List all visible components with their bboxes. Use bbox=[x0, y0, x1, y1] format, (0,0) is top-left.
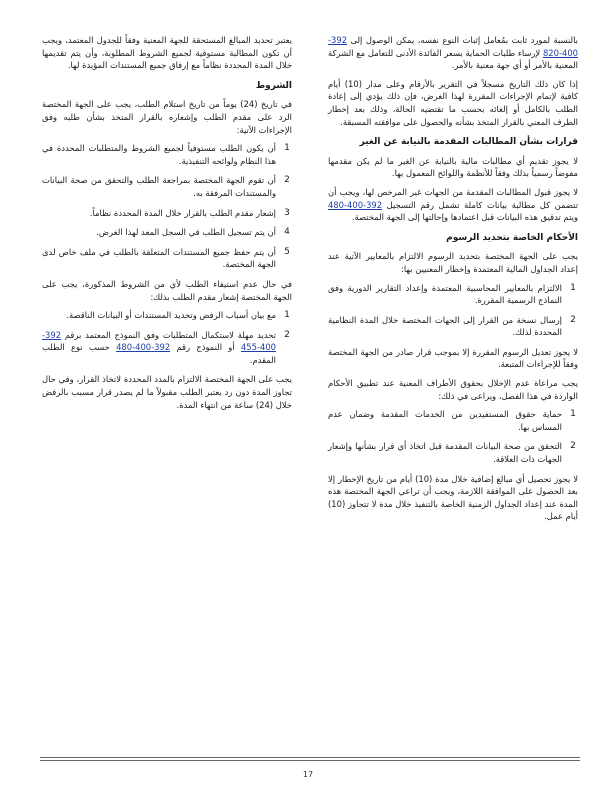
list-number: 2 bbox=[570, 441, 576, 452]
list-item: 2 أن تقوم الجهة المختصة بمراجعة الطلب والتحقق من صحة البيانات والمستندات المرفقة به. bbox=[42, 174, 292, 199]
list-item: 2 تحديد مهلة لاستكمال المتطلبات وفق النموذج المعتمد برقم 392-400-455 أو النموذج رقم 392-400-480 حسب نوع الطلب المقدم. bbox=[42, 329, 292, 367]
reference-link[interactable]: 392-400-455 bbox=[42, 329, 276, 353]
list-number: 4 bbox=[284, 227, 290, 238]
paragraph: يجب على الجهة المختصة الالتزام بالمدد المحددة لاتخاذ القرار، وفي حال تجاوز المدة دون رد يعتبر الطلب مقبولاً ما لم يصدر قرار مسبب بالرفض خلال (24) ساعة من انتهاء المدة. bbox=[42, 374, 292, 410]
list-number: 2 bbox=[284, 329, 290, 340]
reference-link[interactable]: 392-400-480 bbox=[328, 199, 383, 210]
list-item: 2 إرسال نسخة من القرار إلى الجهات المختصة خلال المدة النظامية المحددة لذلك. bbox=[328, 314, 578, 339]
paragraph: لا يجوز تقديم أي مطالبات مالية بالنيابة عن الغير ما لم يكن مقدمها مفوضاً رسمياً بذلك وفقاً للأنظمة واللوائح المعمول بها. bbox=[328, 155, 578, 179]
paragraph: في حال عدم استيفاء الطلب لأي من الشروط المذكورة، يجب على الجهة المختصة إشعار مقدم الطلب بذلك: bbox=[42, 278, 292, 302]
section-heading: الشروط bbox=[255, 80, 292, 91]
list-number: 1 bbox=[570, 282, 576, 293]
list-number: 5 bbox=[284, 246, 290, 257]
paragraph: يعتبر تحديد المبالغ المستحقة للجهة المعنية وفقاً للجدول المعتمد، ويجب أن تكون المطالبة مستوفية لجميع الشروط المطلوبة، وأن يتم تقديمها خلال المدة المحددة نظاماً مع إرفاق جميع المستندات المؤيدة لها. bbox=[42, 35, 292, 71]
list-item: 4 أن يتم تسجيل الطلب في السجل المعد لهذا الغرض. bbox=[42, 226, 292, 239]
list-number: 1 bbox=[570, 409, 576, 420]
right-column bbox=[328, 34, 578, 529]
list-item: 1 أن يكون الطلب مستوفياً لجميع الشروط والمتطلبات المحددة في هذا النظام ولوائحه التنفيذية. bbox=[42, 142, 292, 167]
footer-rule bbox=[40, 757, 580, 758]
paragraph: يجب مراعاة عدم الإخلال بحقوق الأطراف المعنية عند تطبيق الأحكام الواردة في هذا الفصل، ويراعى في ذلك: bbox=[328, 378, 578, 401]
list-number: 2 bbox=[570, 314, 576, 325]
paragraph: إذا كان ذلك التاريخ مسجلاً في التقرير بالأرقام وعلى مدار (10) أيام كافية لإتمام الإجراءات المقررة لهذا الغرض، فإن ذلك يؤدي إلى إعادة الطلب بالكامل أو إلغائه بحسب ما تقتضيه الحالة، وذلك بعد إخطار الطرف المعني بالقرار المتخذ بشأنه والحصول على موافقته المسبقة. bbox=[328, 78, 578, 127]
section-heading: قرارات بشأن المطالبات المقدمة بالنيابة عن الغير bbox=[359, 137, 578, 148]
paragraph: لا يجوز قبول المطالبات المقدمة من الجهات غير المرخص لها، ويجب أن تتضمن كل مطالبة بيانات كاملة تشمل رقم التسجيل 392-400-480 ويتم تدقيق هذه البيانات قبل اعتمادها وإحالتها إلى الجهة المختصة. bbox=[328, 186, 578, 223]
section-heading: الأحكام الخاصة بتحديد الرسوم bbox=[446, 232, 578, 243]
list-number: 3 bbox=[284, 207, 290, 218]
paragraph: في تاريخ (24) يوماً من تاريخ استلام الطلب، يجب على الجهة المختصة الرد على مقدم الطلب وإشعاره بالقرار المتخذ بشأن طلبه وفق الإجراءات الآتية: bbox=[42, 99, 292, 135]
paragraph: لا يجوز تعديل الرسوم المقررة إلا بموجب قرار صادر من الجهة المختصة وفقاً للإجراءات المتبعة. bbox=[328, 346, 578, 370]
list-number: 2 bbox=[284, 175, 290, 186]
list-number: 1 bbox=[284, 143, 290, 154]
list-item: 1 مع بيان أسباب الرفض وتحديد المستندات أو البيانات الناقصة. bbox=[42, 309, 292, 322]
list-number: 1 bbox=[284, 310, 290, 321]
paragraph: يجب على الجهة المختصة بتحديد الرسوم الالتزام بالمعايير الآتية عند إعداد الجداول المالية المعتمدة وإخطار المعنيين بها: bbox=[328, 251, 578, 274]
list-item: 1 حماية حقوق المستفيدين من الخدمات المقدمة وضمان عدم المساس بها. bbox=[328, 408, 578, 433]
left-column bbox=[42, 34, 292, 417]
list-item: 2 التحقق من صحة البيانات المقدمة قبل اتخاذ أي قرار بشأنها وإشعار الجهات ذات العلاقة. bbox=[328, 440, 578, 465]
list-item: 5 أن يتم حفظ جميع المستندات المتعلقة بالطلب في ملف خاص لدى الجهة المختصة. bbox=[42, 246, 292, 271]
list-item: 3 إشعار مقدم الطلب بالقرار خلال المدة المحددة نظاماً. bbox=[42, 207, 292, 220]
list-item: 1 الالتزام بالمعايير المحاسبية المعتمدة وإعداد التقارير الدورية وفق النماذج الرسمية المقررة. bbox=[328, 282, 578, 307]
paragraph: بالنسبة لمورد ثابت بمُعامل إثبات النوع نفسه، يمكن الوصول إلى 392-400-820 لإرساء طلبات الحماية بسعر الفائدة الأدنى للتعامل مع الشركة المعنية بالأمر أو أي جهة معنية بالأمر. bbox=[328, 35, 578, 71]
reference-link[interactable]: 392-400-820 bbox=[328, 35, 578, 58]
page-number: 17 bbox=[302, 770, 314, 779]
reference-link[interactable]: 392-400-480 bbox=[116, 342, 171, 353]
paragraph: لا يجوز تحصيل أي مبالغ إضافية خلال مدة (10) أيام من تاريخ الإخطار إلا بعد الحصول على الموافقة اللازمة، ويجب أن تراعي الجهة المختصة هذه المدة عند إعداد الجداول الزمنية الخاصة بالتنفيذ خلال مدة لا تتجاوز (10) أيام عمل. bbox=[328, 473, 578, 522]
footer-rule bbox=[40, 760, 580, 761]
